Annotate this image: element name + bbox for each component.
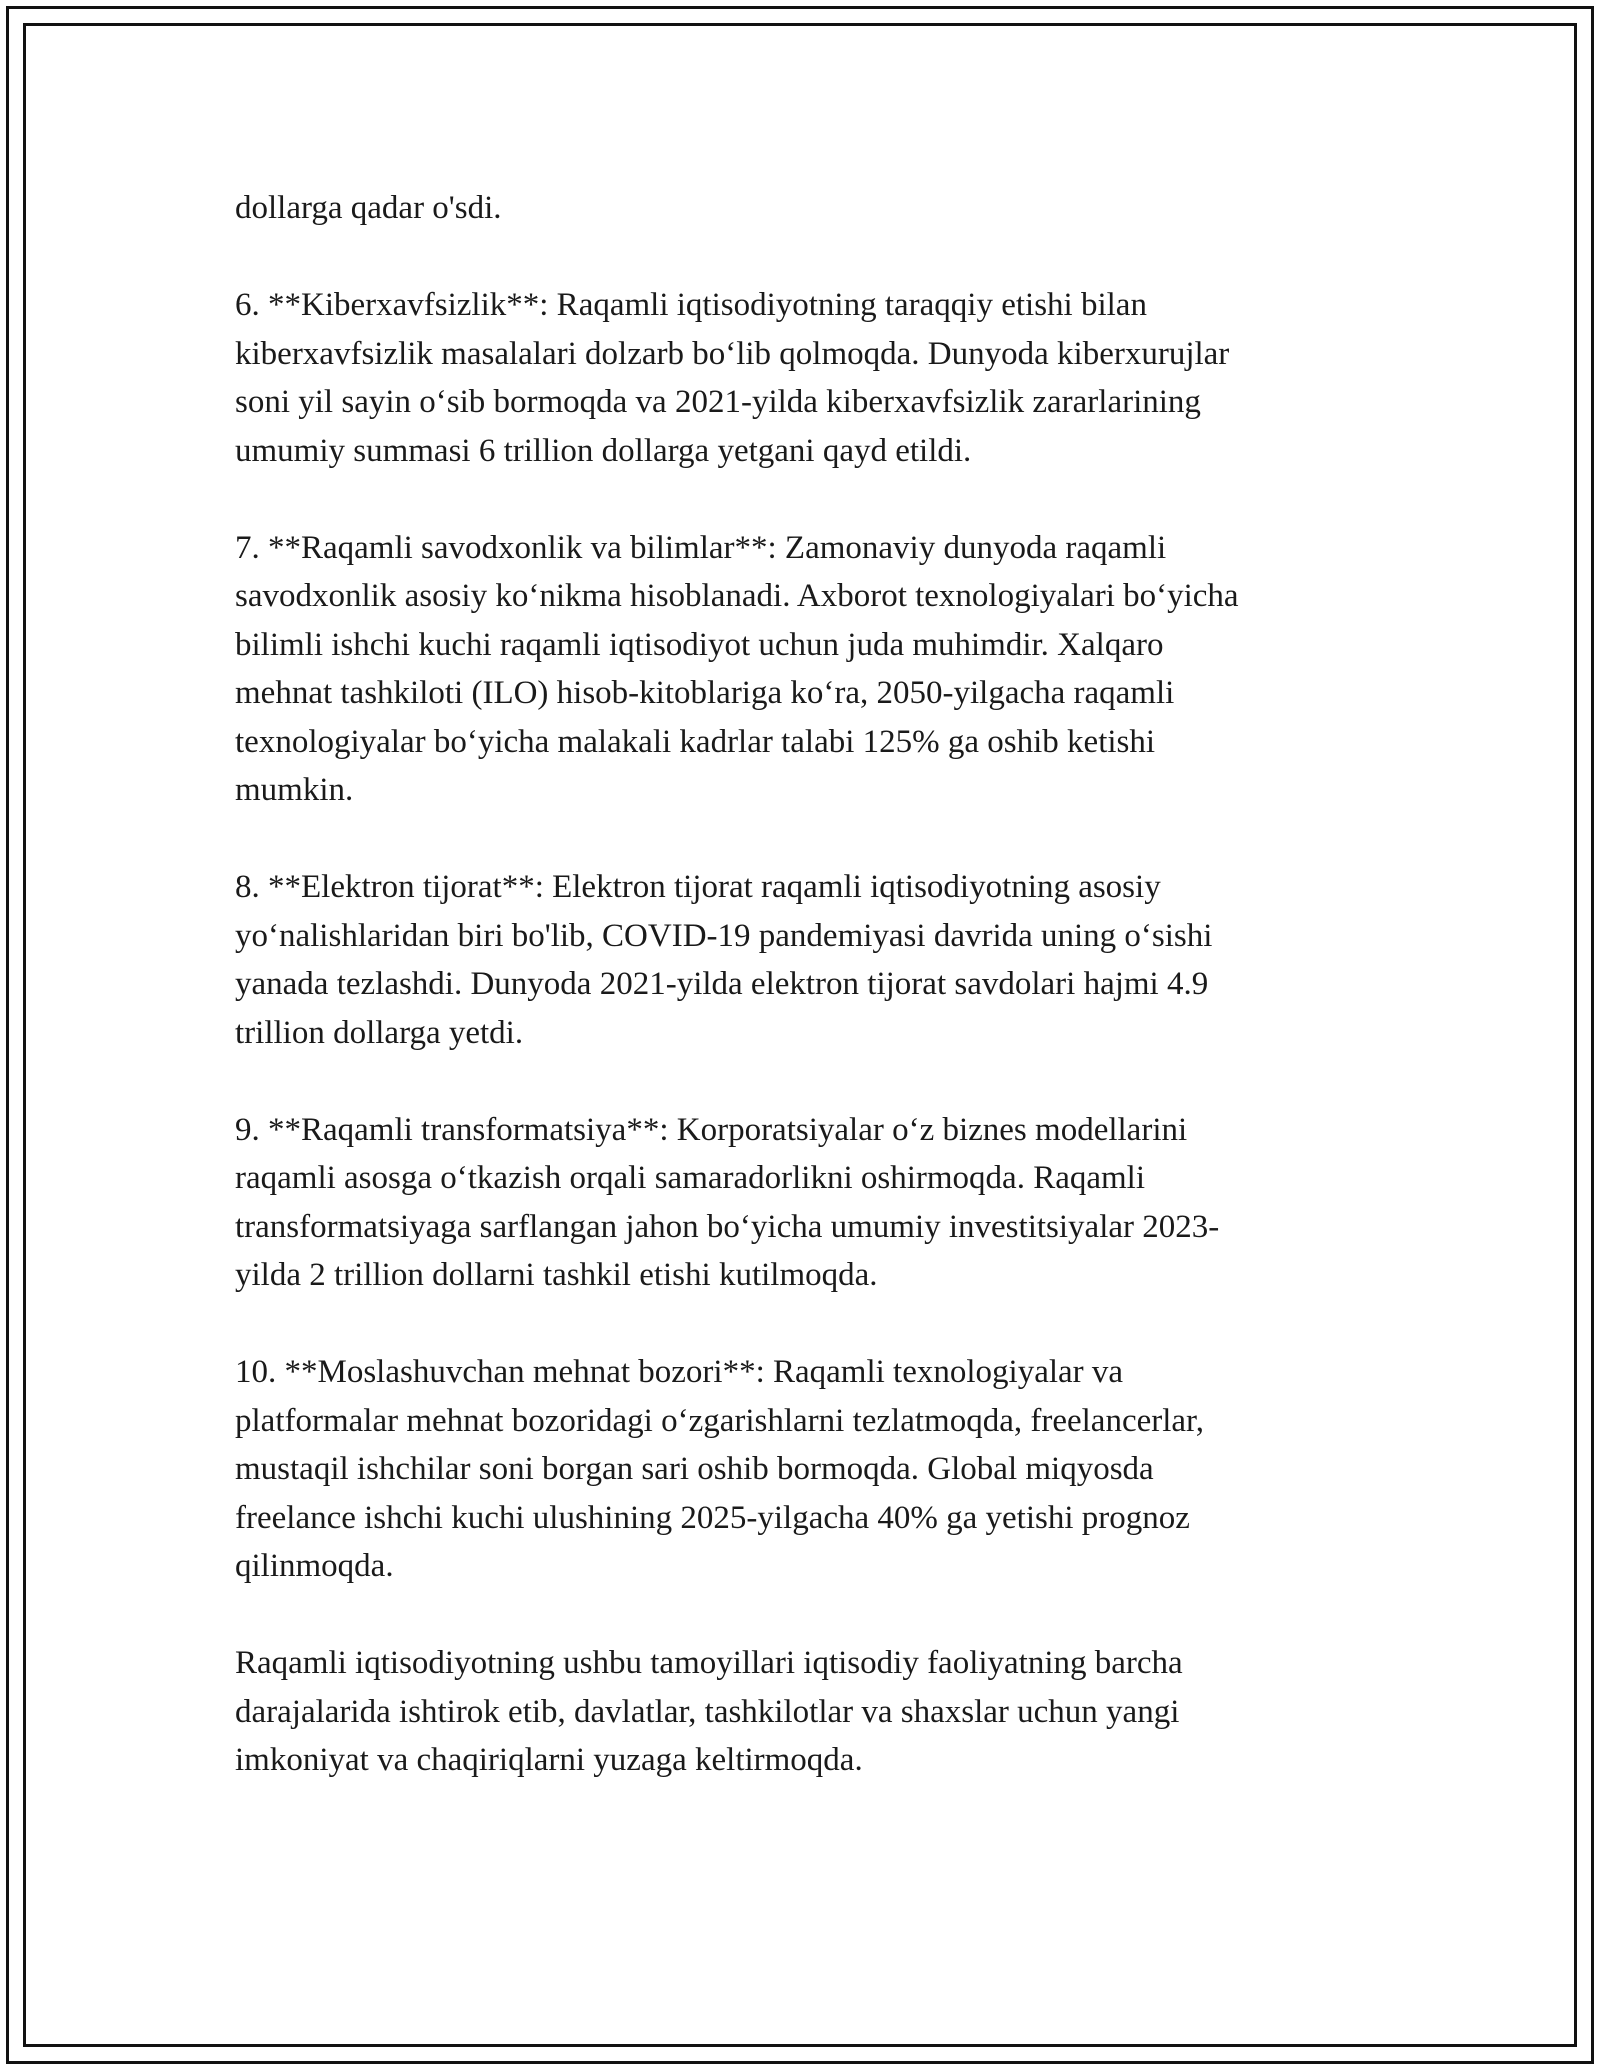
paragraph-e-commerce: 8. **Elektron tijorat**: Elektron tijorat raqamli iqtisodiyotning asosiy yo‘nalishlaridan biri bo'lib, COVID-19 pandemiyasi davrida uning o‘sishi yanada tezlashdi. Dunyoda 2021-yilda elektron tijorat savdolari hajmi 4.9 trillion dollarga yetdi. [235,869,1213,1051]
document-body [235,184,1365,1833]
paragraph-continuation: dollarga qadar o'sdi. [235,190,502,226]
paragraph-digital-transformation: 9. **Raqamli transformatsiya**: Korporatsiyalar o‘z biznes modellarini raqamli asosga o‘tkazish orqali samaradorlikni oshirmoqda. Raqamli transformatsiyaga sarflangan jahon bo‘yicha umumiy investitsiyalar 2023- yilda 2 trillion dollarni tashkil etishi kutilmoqda. [235,1111,1220,1293]
paragraph-cybersecurity: 6. **Kiberxavfsizlik**: Raqamli iqtisodiyotning taraqqiy etishi bilan kiberxavfsizlik masalalari dolzarb bo‘lib qolmoqda. Dunyoda kiberxurujlar soni yil sayin o‘sib bormoqda va 2021-yilda kiberxavfsizlik zararlarining umumiy summasi 6 trillion dollarga yetgani qayd etildi. [235,287,1230,469]
paragraph-digital-literacy: 7. **Raqamli savodxonlik va bilimlar**: Zamonaviy dunyoda raqamli savodxonlik asosiy ko‘nikma hisoblanadi. Axborot texnologiyalari bo‘yicha bilimli ishchi kuchi raqamli iqtisodiyot uchun juda muhimdir. Xalqaro mehnat tashkiloti (ILO) hisob-kitoblariga ko‘ra, 2050-yilgacha raqamli texnologiyalar bo‘yicha malakali kadrlar talabi 125% ga oshib ketishi mumkin. [235,529,1239,808]
paragraph-flexible-labor-market: 10. **Moslashuvchan mehnat bozori**: Raqamli texnologiyalar va platformalar mehnat bozoridagi o‘zgarishlarni tezlatmoqda, freelancerlar, mustaqil ishchilar soni borgan sari oshib bormoqda. Global miqyosda freelance ishchi kuchi ulushining 2025-yilgacha 40% ga yetishi prognoz qilinmoqda. [235,1354,1204,1584]
paragraph-conclusion: Raqamli iqtisodiyotning ushbu tamoyillari iqtisodiy faoliyatning barcha darajalarida ishtirok etib, davlatlar, tashkilotlar va shaxslar uchun yangi imkoniyat va chaqiriqlarni yuzaga keltirmoqda. [235,1645,1183,1778]
